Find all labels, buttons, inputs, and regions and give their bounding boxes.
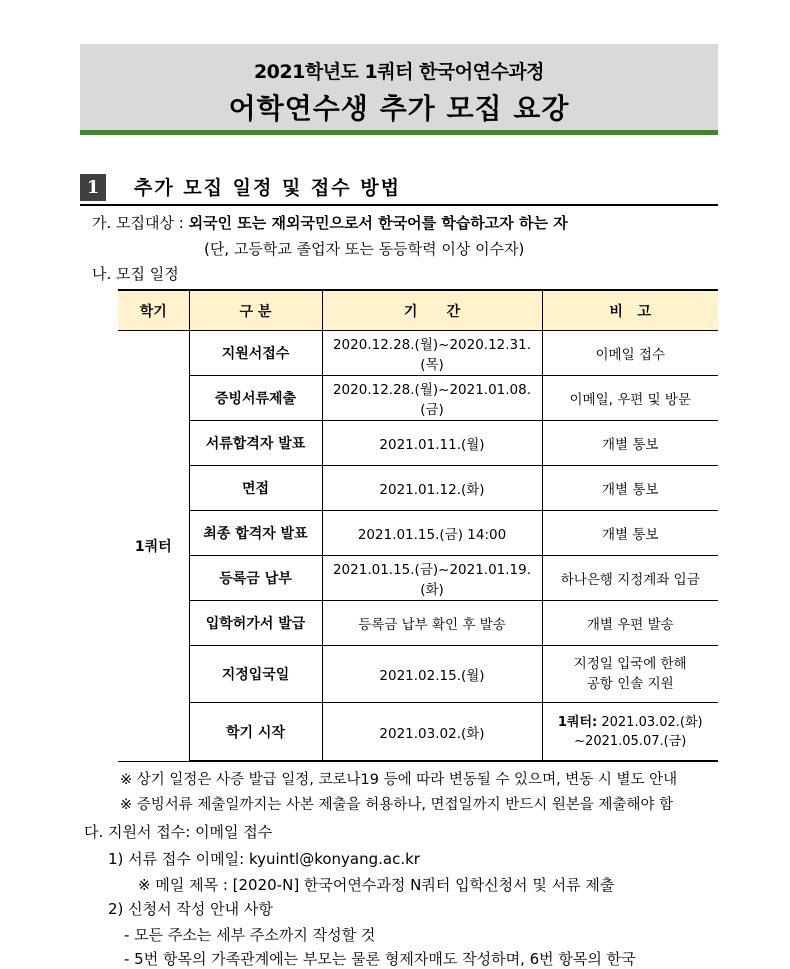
application-item1: 1) 서류 접수 이메일: kyuintl@konyang.ac.kr [108, 850, 420, 868]
row-period: 등록금 납부 확인 후 발송 [322, 601, 542, 646]
target-value: 외국인 또는 재외국민으로서 한국어를 학습하고자 하는 자 [188, 214, 568, 232]
remark-text: 2021.03.02.(화) [597, 714, 703, 730]
table-row [118, 376, 718, 421]
row-period: 2021.02.15.(월) [322, 646, 542, 703]
section-underline [80, 204, 718, 206]
row-item: 지정입국일 [189, 646, 322, 703]
row-item: 최종 합격자 발표 [189, 511, 322, 556]
header-category: 구 분 [189, 290, 322, 331]
table-row [118, 421, 718, 466]
target-note: (단, 고등학교 졸업자 또는 동등학력 이상 이수자) [204, 240, 525, 258]
section-number: 1 [80, 174, 106, 201]
schedule-note: ※ 증빙서류 제출일까지는 사본 제출을 허용하나, 면접일까지 반드시 원본을 제출해야 함 [120, 797, 674, 813]
table-header-row [118, 290, 718, 331]
header-title: 어학연수생 추가 모집 요강 [228, 92, 570, 125]
table-row [118, 466, 718, 511]
row-period: 2021.01.15.(금)~2021.01.19.(화) [322, 556, 542, 601]
target-label: 가. 모집대상 : [92, 214, 184, 232]
row-period: 2021.01.15.(금) 14:00 [322, 511, 542, 556]
table-row [118, 646, 718, 703]
table-row [118, 331, 718, 376]
row-item: 면접 [189, 466, 322, 511]
schedule-note: ※ 상기 일정은 사증 발급 일정, 코로나19 등에 따라 변동될 수 있으며, 변동 시 별도 안내 [120, 772, 678, 788]
row-item: 학기 시작 [189, 703, 322, 762]
row-item: 등록금 납부 [189, 556, 322, 601]
header-period: 기 간 [322, 290, 542, 331]
table-row [118, 601, 718, 646]
table-row [118, 703, 718, 762]
row-period: 2021.01.11.(월) [322, 421, 542, 466]
header-semester: 학기 [118, 290, 189, 331]
row-remark [542, 646, 718, 703]
application-bullet: - 5번 항목의 가족관계에는 부모는 물론 형제자매도 작성하며, 6번 항목의 한국 [124, 950, 636, 968]
remark-line: 지정일 입국에 한해 [573, 656, 687, 672]
row-period: 2021.01.12.(화) [322, 466, 542, 511]
document-header [80, 44, 718, 130]
application-bullet: - 모든 주소는 세부 주소까지 작성할 것 [124, 926, 376, 944]
schedule-table [118, 289, 718, 762]
row-remark: 개별 통보 [542, 421, 718, 466]
schedule-label: 나. 모집 일정 [92, 265, 179, 283]
remark-line: ~2021.05.07.(금) [574, 733, 687, 749]
table-row [118, 511, 718, 556]
header-remark: 비 고 [542, 290, 718, 331]
row-remark: 개별 우편 발송 [542, 601, 718, 646]
row-item: 서류합격자 발표 [189, 421, 322, 466]
row-item: 지원서접수 [189, 331, 322, 376]
application-label: 다. 지원서 접수: 이메일 접수 [84, 823, 273, 841]
table-row [118, 556, 718, 601]
row-item: 입학허가서 발급 [189, 601, 322, 646]
application-item2: 2) 신청서 작성 안내 사항 [108, 900, 273, 918]
remark-line: 공항 인솔 지원 [586, 676, 674, 692]
row-remark: 개별 통보 [542, 511, 718, 556]
row-remark: 하나은행 지정계좌 입금 [542, 556, 718, 601]
row-period: 2021.03.02.(화) [322, 703, 542, 762]
row-period: 2020.12.28.(월)~2020.12.31.(목) [322, 331, 542, 376]
quarter-cell: 1쿼터 [118, 331, 189, 762]
row-period: 2020.12.28.(월)~2021.01.08.(금) [322, 376, 542, 421]
remark-bold: 1쿼터: [557, 714, 598, 730]
row-remark: 이메일, 우편 및 방문 [542, 376, 718, 421]
row-remark: 개별 통보 [542, 466, 718, 511]
remark-line [543, 713, 719, 732]
header-underline [80, 130, 718, 135]
row-item: 증빙서류제출 [189, 376, 322, 421]
header-subtitle: 2021학년도 1쿼터 한국어연수과정 [253, 61, 545, 83]
target-line [92, 212, 568, 233]
row-remark: 이메일 접수 [542, 331, 718, 376]
section-title: 추가 모집 일정 및 접수 방법 [134, 177, 401, 199]
row-remark [542, 703, 718, 762]
application-item1-note: ※ 메일 제목 : [2020-N] 한국어연수과정 N쿼터 입학신청서 및 서류 제출 [138, 876, 615, 894]
